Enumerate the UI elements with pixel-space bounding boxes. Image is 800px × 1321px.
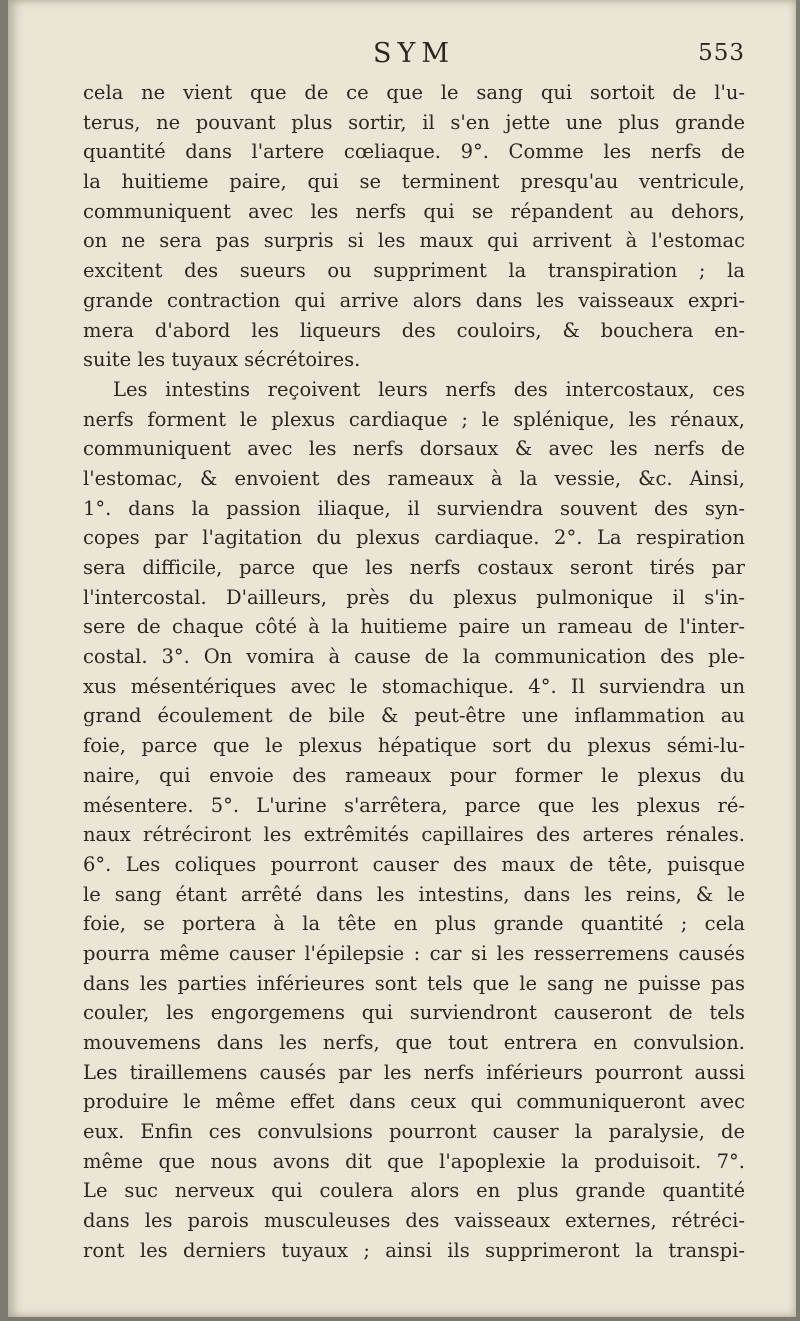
text-line: xus mésentériques avec le stomachique. 4°. Il surviendra un: [83, 674, 745, 698]
text-line: communiquent avec les nerfs dorsaux & avec les nerfs de: [83, 437, 745, 461]
text-line: communiquent avec les nerfs qui se répandent au dehors,: [83, 199, 745, 223]
text-line: l'intercostal. D'ailleurs, près du plexus pulmonique il s'in-: [83, 585, 745, 609]
page-header: [83, 38, 745, 72]
text-line: la huitieme paire, qui se terminent presqu'au ventricule,: [83, 170, 745, 194]
text-line: grande contraction qui arrive alors dans les vaisseaux expri-: [83, 288, 745, 312]
text-line: mera d'abord les liqueurs des couloirs, & bouchera en-: [83, 318, 745, 342]
text-line: on ne sera pas surpris si les maux qui arrivent à l'estomac: [83, 229, 745, 253]
text-line: mouvemens dans les nerfs, que tout entrera en convulsion.: [83, 1031, 745, 1054]
text-line: naire, qui envoie des rameaux pour former le plexus du: [83, 763, 745, 787]
text-line: grand écoulement de bile & peut-être une inflammation au: [83, 704, 745, 728]
text-line: terus, ne pouvant plus sortir, il s'en jette une plus grande: [83, 110, 745, 134]
scanned-page: [8, 0, 796, 1317]
text-line: foie, se portera à la tête en plus grande quantité ; cela: [83, 912, 745, 936]
text-line: nerfs forment le plexus cardiaque ; le splénique, les rénaux,: [83, 407, 745, 431]
paragraph-last-line: suite les tuyaux sécrétoires.: [83, 348, 361, 372]
text-line: foie, parce que le plexus hépatique sort du plexus sémi-lu-: [83, 734, 745, 758]
paragraph-first-line: Les intestins reçoivent leurs nerfs des intercostaux, ces: [113, 377, 745, 401]
text-line: eux. Enfin ces convulsions pourront causer la paralysie, de: [83, 1120, 745, 1144]
text-line: naux rétréciront les extrêmités capillaires des arteres rénales.: [83, 823, 745, 847]
text-line: ront les derniers tuyaux ; ainsi ils supprimeront la transpi-: [83, 1238, 745, 1262]
text-line: sera difficile, parce que les nerfs costaux seront tirés par: [83, 556, 745, 579]
text-line: même que nous avons dit que l'apoplexie la produisoit. 7°.: [83, 1149, 745, 1173]
text-line: excitent des sueurs ou suppriment la transpiration ; la: [83, 259, 745, 283]
running-head: SYM: [373, 38, 455, 69]
text-line: cela ne vient que de ce que le sang qui sortoit de l'u-: [83, 81, 745, 104]
text-line: le sang étant arrêté dans les intestins, dans les reins, & le: [83, 882, 745, 906]
text-line: dans les parties inférieures sont tels que le sang ne puisse pas: [83, 971, 745, 995]
text-line: dans les parois musculeuses des vaisseaux externes, rétréci-: [83, 1209, 745, 1233]
text-line: produire le même effet dans ceux qui communiqueront avec: [83, 1090, 745, 1114]
text-line: Les tiraillemens causés par les nerfs inférieurs pourront aussi: [83, 1060, 745, 1084]
text-line: 1°. dans la passion iliaque, il surviendra souvent des syn-: [83, 496, 745, 520]
text-line: mésentere. 5°. L'urine s'arrêtera, parce que les plexus ré-: [83, 793, 745, 817]
text-line: copes par l'agitation du plexus cardiaque. 2°. La respiration: [83, 526, 745, 550]
body-text: [83, 78, 745, 1266]
text-line: sere de chaque côté à la huitieme paire un rameau de l'inter-: [83, 615, 745, 639]
text-line: costal. 3°. On vomira à cause de la communication des ple-: [83, 645, 745, 669]
text-line: 6°. Les coliques pourront causer des maux de tête, puisque: [83, 852, 745, 876]
text-line: Le suc nerveux qui coulera alors en plus grande quantité: [83, 1179, 745, 1203]
text-line: quantité dans l'artere cœliaque. 9°. Comme les nerfs de: [83, 140, 745, 164]
page-number: 553: [698, 40, 745, 66]
text-line: pourra même causer l'épilepsie : car si les resserremens causés: [83, 941, 745, 965]
text-line: couler, les engorgemens qui surviendront causeront de tels: [83, 1001, 745, 1025]
text-line: l'estomac, & envoient des rameaux à la vessie, &c. Ainsi,: [83, 466, 745, 490]
